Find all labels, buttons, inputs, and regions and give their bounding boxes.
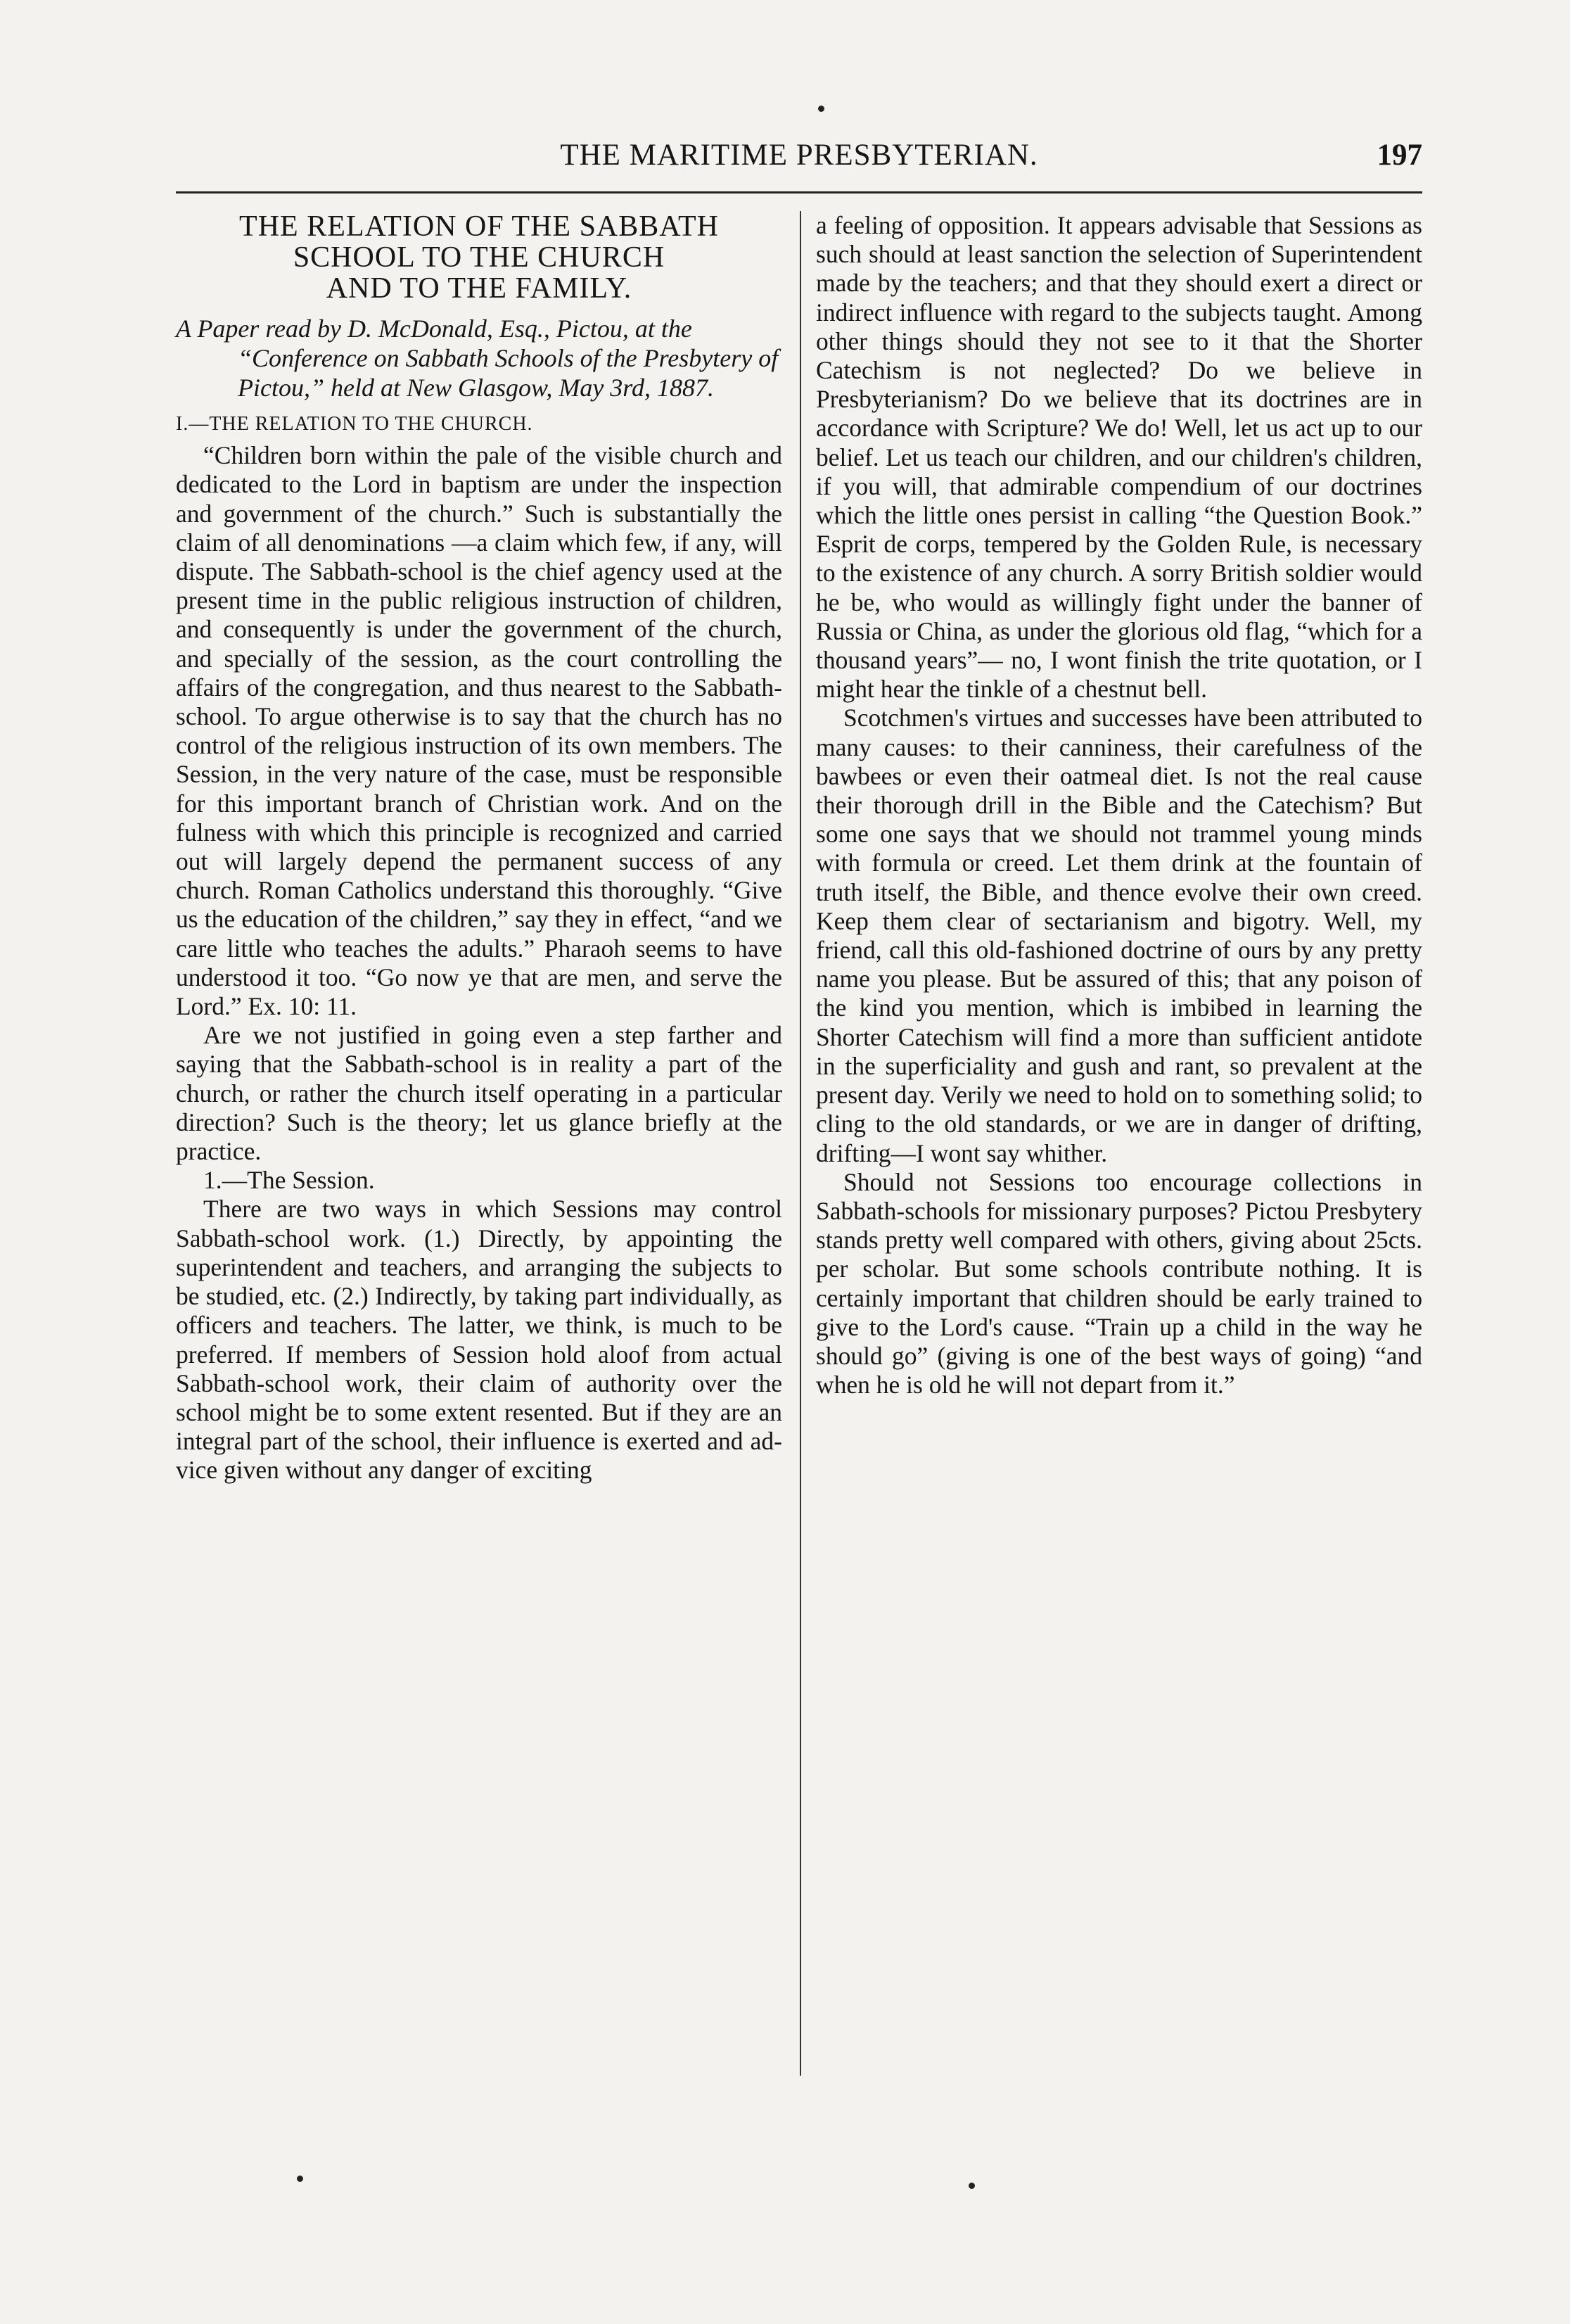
article-title-line-2: SCHOOL TO THE CHURCH xyxy=(293,241,665,274)
paragraph: Scotchmen's virtues and successes have been attributed to many causes: to their canniness, their carefulness of the bawbees or even their oatmeal diet. Is not the real cause their thorough drill in the Bible and the Catechism? But some one says that we should not trammel young minds with formula or creed. Let them drink at the fountain of truth itself, the Bible, and thence evolve their own creed. Keep them clear of sectarianism and bigotry. Well, my friend, call this old-fashioned doctrine of ours by any pretty name you please. But be assured of this; that any poison of the kind you mention, which is imbibed in learning the Shorter Catechism will find a more than sufficient antidote in the superficiality and gush and rant, so prevalent at the present day. Verily we need to hold on to something solid; to cling to the old standards, or we are in danger of drifting, drifting—I wont say whither. xyxy=(816,704,1422,1167)
paragraph: Are we not justified in going even a step farther and saying that the Sabbath-school is in reality a part of the church, or rather the church itself operating in a particular direction? Such is the theory; let us glance briefly at the practice. xyxy=(176,1021,782,1166)
bottom-dot-mark xyxy=(969,2183,975,2189)
top-dot-mark xyxy=(818,106,824,112)
article-title-line-1: THE RELATION OF THE SABBATH xyxy=(239,210,719,243)
article-title xyxy=(176,211,782,304)
header-rule xyxy=(176,191,1422,193)
bottom-dot-mark xyxy=(297,2176,303,2182)
article-title-line-3: AND TO THE FAMILY. xyxy=(326,272,632,305)
paragraph: There are two ways in which Sessions may control Sabbath-school work. (1.) Directly, by appointing the superintendent and teachers, and arranging the subjects to be studied, etc. (2.) Indirectly, by taking part individually, as officers and teachers. The latter, we think, is much to be preferred. If members of Session hold aloof from actual Sabbath-school work, their claim of authority over the school might be to some extent resented. But if they are an integral part of the school, their influence is exerted and advice given without any danger of exciting xyxy=(176,1195,782,1485)
article-byline: A Paper read by D. McDonald, Esq., Pictou, at the “Conference on Sabbath Schools of the Presbytery of Pictou,” held at New Glasgow, May 3rd, 1887. xyxy=(176,315,779,402)
paragraph: “Children born within the pale of the visible church and dedicated to the Lord in baptism are under the inspection and government of the church.” Such is substantially the claim of all denominations —a claim which few, if any, will dispute. The Sabbath-school is the chief agency used at the present time in the public religious instruction of children, and consequently is under the government of the church, and specially of the session, as the court controlling the affairs of the congregation, and thus nearest to the Sabbath-school. To argue otherwise is to say that the church has no control of the religious instruction of its own members. The Session, in the very nature of the case, must be responsible for this important branch of Christian work. And on the fulness with which this principle is recognized and carried out will largely depend the permanent success of any church. Roman Catholics understand this thoroughly. “Give us the education of the children,” say they in effect, “and we care little who teaches the adults.” Pharaoh seems to have understood it too. “Go now ye that are men, and serve the Lord.” Ex. 10: 11. xyxy=(176,441,782,1021)
column-divider xyxy=(800,211,801,2076)
right-column xyxy=(816,211,1422,1399)
left-column xyxy=(176,211,782,1485)
sub-heading: 1.—The Session. xyxy=(203,1166,375,1195)
page-header xyxy=(176,138,1422,177)
section-heading: I.—THE RELATION TO THE CHURCH. xyxy=(176,413,533,435)
paragraph: a feeling of opposition. It appears advisable that Sessions as such should at least sanction the selection of Superintendent made by the teachers; and that they should exert a direct or indirect influence with regard to the subjects taught. Among other things should they not see to it that the Shorter Catechism is not neglected? Do we believe in Presbyterianism? Do we believe that its doctrines are in accordance with Scripture? We do! Well, let us act up to our belief. Let us teach our children, and our children's children, if you will, that admirable compendium of our doctrines which the little ones persist in calling “the Question Book.” Esprit de corps, tempered by the Golden Rule, is necessary to the existence of any church. A sorry British soldier would he be, who would as willingly fight under the banner of Russia or China, as under the glorious old flag, “which for a thousand years”— no, I wont finish the trite quotation, or I might hear the tinkle of a chestnut bell. xyxy=(816,211,1422,704)
paragraph: Should not Sessions too encourage collections in Sabbath-schools for missionary purposes? Pictou Presbytery stands pretty well compared with others, giving about 25cts. per scholar. But some schools contribute nothing. It is certainly important that children should be early trained to give to the Lord's cause. “Train up a child in the way he should go” (giving is one of the best ways of going) “and when he is old he will not depart from it.” xyxy=(816,1167,1422,1399)
page-number: 197 xyxy=(1377,139,1422,172)
running-title: THE MARITIME PRESBYTERIAN. xyxy=(560,139,1038,172)
